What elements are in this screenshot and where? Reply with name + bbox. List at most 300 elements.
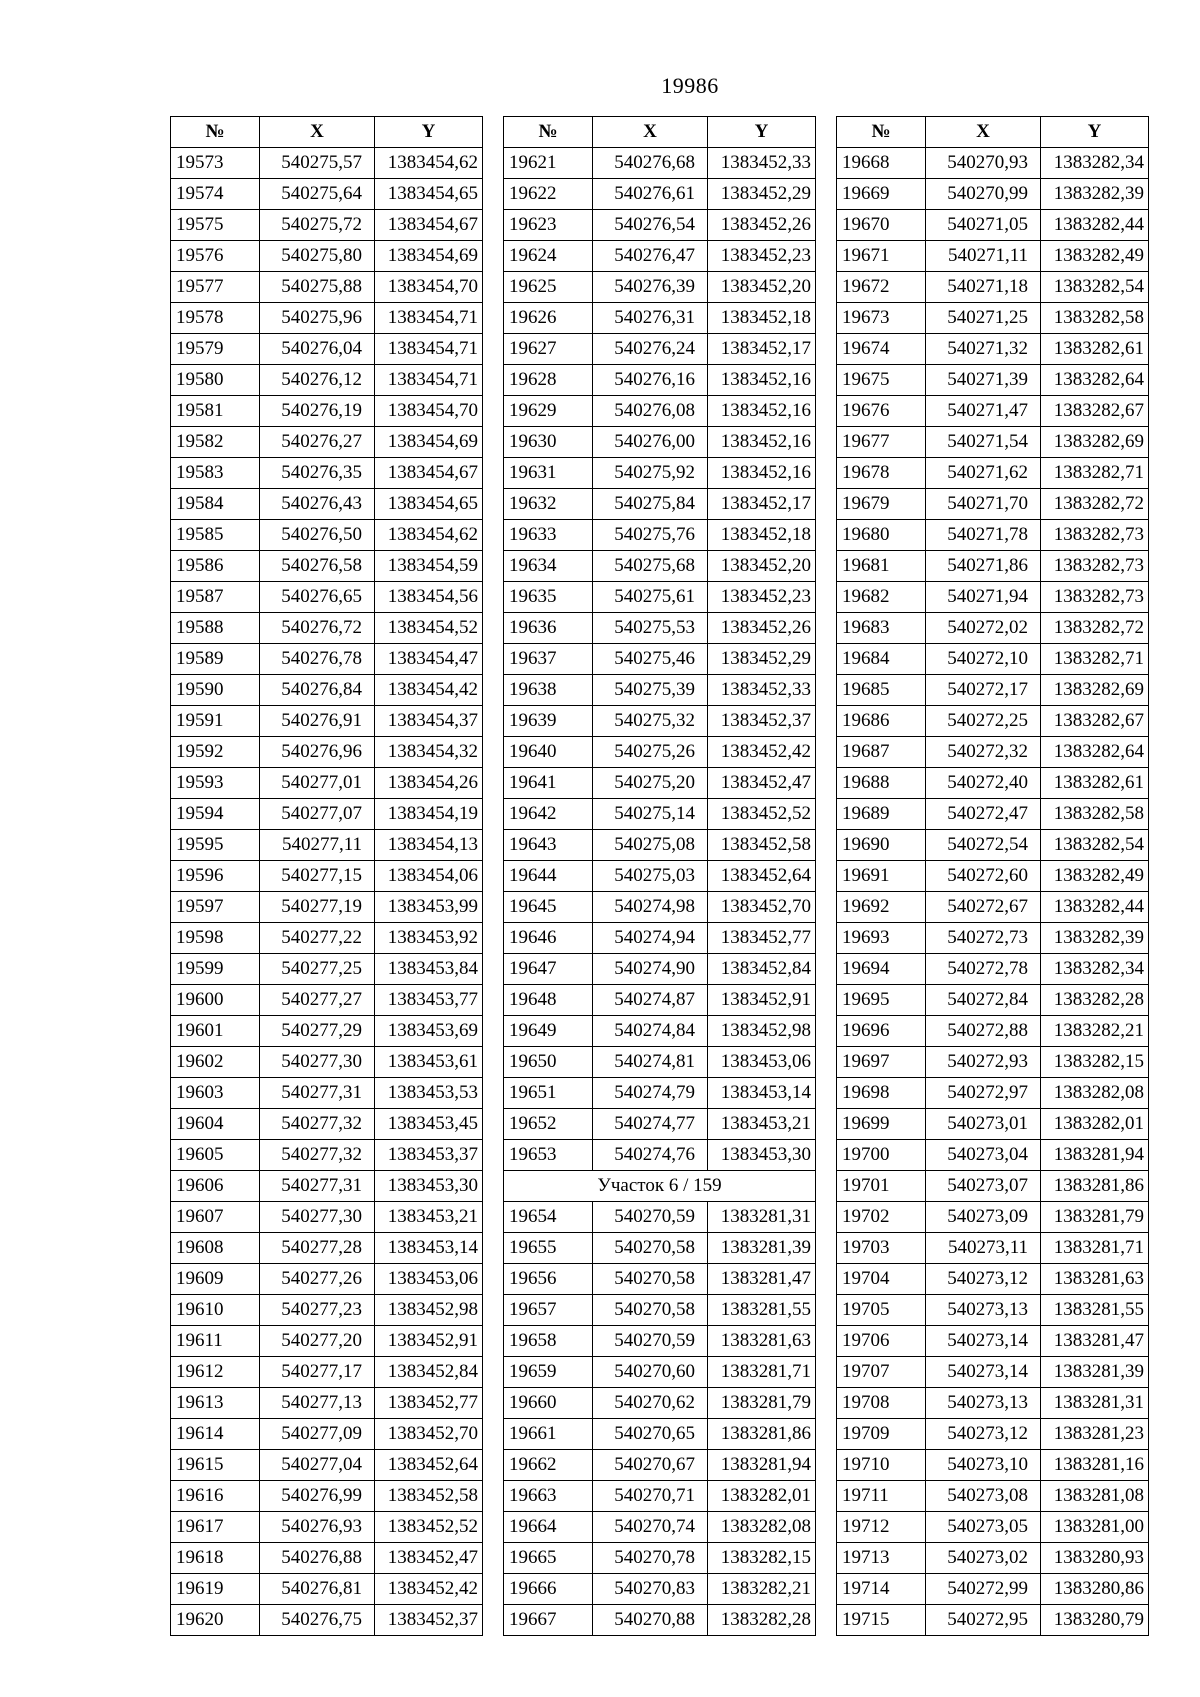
x-coordinate-cell: 540273,05 — [926, 1512, 1041, 1543]
table-row — [171, 1450, 483, 1481]
x-coordinate-cell: 540272,60 — [926, 861, 1041, 892]
table-row — [171, 303, 483, 334]
table-row — [837, 1016, 1149, 1047]
y-coordinate-cell: 1383454,26 — [375, 768, 483, 799]
table-row — [837, 427, 1149, 458]
table-row — [837, 923, 1149, 954]
y-coordinate-cell: 1383452,52 — [375, 1512, 483, 1543]
x-coordinate-cell: 540274,87 — [593, 985, 708, 1016]
y-coordinate-cell: 1383282,73 — [1041, 551, 1149, 582]
x-coordinate-cell: 540276,08 — [593, 396, 708, 427]
x-coordinate-cell: 540277,01 — [260, 768, 375, 799]
table-row — [837, 861, 1149, 892]
header-y: Y — [1041, 117, 1149, 148]
point-number-cell: 19616 — [171, 1481, 260, 1512]
y-coordinate-cell: 1383452,37 — [375, 1605, 483, 1636]
y-coordinate-cell: 1383452,64 — [375, 1450, 483, 1481]
y-coordinate-cell: 1383281,47 — [708, 1264, 816, 1295]
table-body — [837, 148, 1149, 1636]
table-row — [171, 1326, 483, 1357]
y-coordinate-cell: 1383452,47 — [375, 1543, 483, 1574]
y-coordinate-cell: 1383453,69 — [375, 1016, 483, 1047]
point-number-cell: 19653 — [504, 1140, 593, 1171]
y-coordinate-cell: 1383452,84 — [708, 954, 816, 985]
y-coordinate-cell: 1383454,65 — [375, 489, 483, 520]
x-coordinate-cell: 540277,30 — [260, 1047, 375, 1078]
y-coordinate-cell: 1383453,99 — [375, 892, 483, 923]
point-number-cell: 19680 — [837, 520, 926, 551]
point-number-cell: 19708 — [837, 1388, 926, 1419]
table-row — [171, 1140, 483, 1171]
y-coordinate-cell: 1383452,47 — [708, 768, 816, 799]
table-row — [171, 1357, 483, 1388]
point-number-cell: 19675 — [837, 365, 926, 396]
y-coordinate-cell: 1383454,71 — [375, 334, 483, 365]
table-row — [504, 1295, 816, 1326]
point-number-cell: 19593 — [171, 768, 260, 799]
point-number-cell: 19602 — [171, 1047, 260, 1078]
x-coordinate-cell: 540275,20 — [593, 768, 708, 799]
y-coordinate-cell: 1383452,58 — [375, 1481, 483, 1512]
table-row — [504, 396, 816, 427]
point-number-cell: 19576 — [171, 241, 260, 272]
point-number-cell: 19697 — [837, 1047, 926, 1078]
point-number-cell: 19682 — [837, 582, 926, 613]
table-row — [504, 644, 816, 675]
x-coordinate-cell: 540271,32 — [926, 334, 1041, 365]
x-coordinate-cell: 540270,58 — [593, 1264, 708, 1295]
x-coordinate-cell: 540277,31 — [260, 1171, 375, 1202]
y-coordinate-cell: 1383452,29 — [708, 179, 816, 210]
x-coordinate-cell: 540276,75 — [260, 1605, 375, 1636]
x-coordinate-cell: 540270,78 — [593, 1543, 708, 1574]
y-coordinate-cell: 1383282,44 — [1041, 210, 1149, 241]
table-row — [504, 1264, 816, 1295]
table-row — [171, 582, 483, 613]
x-coordinate-cell: 540276,84 — [260, 675, 375, 706]
x-coordinate-cell: 540276,04 — [260, 334, 375, 365]
y-coordinate-cell: 1383281,16 — [1041, 1450, 1149, 1481]
point-number-cell: 19580 — [171, 365, 260, 396]
y-coordinate-cell: 1383453,21 — [375, 1202, 483, 1233]
y-coordinate-cell: 1383452,16 — [708, 365, 816, 396]
x-coordinate-cell: 540270,88 — [593, 1605, 708, 1636]
table-row — [171, 737, 483, 768]
table-row — [171, 272, 483, 303]
y-coordinate-cell: 1383454,37 — [375, 706, 483, 737]
y-coordinate-cell: 1383281,63 — [1041, 1264, 1149, 1295]
table-row — [171, 1078, 483, 1109]
table-row — [504, 489, 816, 520]
x-coordinate-cell: 540272,67 — [926, 892, 1041, 923]
table-row — [837, 799, 1149, 830]
y-coordinate-cell: 1383453,92 — [375, 923, 483, 954]
point-number-cell: 19650 — [504, 1047, 593, 1078]
table-row — [504, 1233, 816, 1264]
header-number: № — [504, 117, 593, 148]
table-row — [837, 303, 1149, 334]
point-number-cell: 19603 — [171, 1078, 260, 1109]
x-coordinate-cell: 540277,25 — [260, 954, 375, 985]
x-coordinate-cell: 540271,39 — [926, 365, 1041, 396]
table-row — [171, 768, 483, 799]
table-row — [837, 985, 1149, 1016]
y-coordinate-cell: 1383454,47 — [375, 644, 483, 675]
x-coordinate-cell: 540275,32 — [593, 706, 708, 737]
y-coordinate-cell: 1383454,65 — [375, 179, 483, 210]
y-coordinate-cell: 1383452,20 — [708, 551, 816, 582]
y-coordinate-cell: 1383453,06 — [375, 1264, 483, 1295]
y-coordinate-cell: 1383454,69 — [375, 427, 483, 458]
x-coordinate-cell: 540270,62 — [593, 1388, 708, 1419]
point-number-cell: 19711 — [837, 1481, 926, 1512]
table-row — [171, 644, 483, 675]
y-coordinate-cell: 1383452,23 — [708, 582, 816, 613]
x-coordinate-cell: 540276,00 — [593, 427, 708, 458]
point-number-cell: 19695 — [837, 985, 926, 1016]
x-coordinate-cell: 540273,14 — [926, 1326, 1041, 1357]
point-number-cell: 19606 — [171, 1171, 260, 1202]
y-coordinate-cell: 1383282,49 — [1041, 241, 1149, 272]
y-coordinate-cell: 1383453,30 — [708, 1140, 816, 1171]
table-row — [504, 799, 816, 830]
y-coordinate-cell: 1383282,73 — [1041, 520, 1149, 551]
y-coordinate-cell: 1383281,31 — [1041, 1388, 1149, 1419]
table-row — [837, 892, 1149, 923]
point-number-cell: 19635 — [504, 582, 593, 613]
point-number-cell: 19704 — [837, 1264, 926, 1295]
point-number-cell: 19690 — [837, 830, 926, 861]
point-number-cell: 19573 — [171, 148, 260, 179]
table-row — [171, 334, 483, 365]
point-number-cell: 19709 — [837, 1419, 926, 1450]
y-coordinate-cell: 1383453,45 — [375, 1109, 483, 1140]
x-coordinate-cell: 540276,43 — [260, 489, 375, 520]
table-row — [171, 954, 483, 985]
y-coordinate-cell: 1383281,86 — [1041, 1171, 1149, 1202]
table-row — [171, 830, 483, 861]
point-number-cell: 19626 — [504, 303, 593, 334]
x-coordinate-cell: 540272,95 — [926, 1605, 1041, 1636]
point-number-cell: 19679 — [837, 489, 926, 520]
point-number-cell: 19659 — [504, 1357, 593, 1388]
point-number-cell: 19644 — [504, 861, 593, 892]
y-coordinate-cell: 1383454,62 — [375, 520, 483, 551]
table-row — [171, 1574, 483, 1605]
table-row — [171, 520, 483, 551]
point-number-cell: 19660 — [504, 1388, 593, 1419]
y-coordinate-cell: 1383453,30 — [375, 1171, 483, 1202]
point-number-cell: 19633 — [504, 520, 593, 551]
point-number-cell: 19693 — [837, 923, 926, 954]
point-number-cell: 19651 — [504, 1078, 593, 1109]
table-row — [171, 148, 483, 179]
x-coordinate-cell: 540277,28 — [260, 1233, 375, 1264]
x-coordinate-cell: 540277,09 — [260, 1419, 375, 1450]
table-row — [171, 396, 483, 427]
point-number-cell: 19640 — [504, 737, 593, 768]
x-coordinate-cell: 540275,64 — [260, 179, 375, 210]
table-row — [171, 427, 483, 458]
point-number-cell: 19597 — [171, 892, 260, 923]
y-coordinate-cell: 1383453,14 — [708, 1078, 816, 1109]
table-row — [837, 365, 1149, 396]
x-coordinate-cell: 540270,99 — [926, 179, 1041, 210]
y-coordinate-cell: 1383453,37 — [375, 1140, 483, 1171]
point-number-cell: 19592 — [171, 737, 260, 768]
y-coordinate-cell: 1383282,73 — [1041, 582, 1149, 613]
y-coordinate-cell: 1383454,42 — [375, 675, 483, 706]
y-coordinate-cell: 1383281,55 — [708, 1295, 816, 1326]
table-row — [504, 768, 816, 799]
point-number-cell: 19600 — [171, 985, 260, 1016]
y-coordinate-cell: 1383281,79 — [708, 1388, 816, 1419]
point-number-cell: 19638 — [504, 675, 593, 706]
table-row — [171, 489, 483, 520]
table-row — [171, 1543, 483, 1574]
table-row — [837, 210, 1149, 241]
y-coordinate-cell: 1383282,28 — [1041, 985, 1149, 1016]
table-row — [504, 1326, 816, 1357]
y-coordinate-cell: 1383281,94 — [1041, 1140, 1149, 1171]
x-coordinate-cell: 540273,04 — [926, 1140, 1041, 1171]
x-coordinate-cell: 540270,67 — [593, 1450, 708, 1481]
point-number-cell: 19669 — [837, 179, 926, 210]
section-label: Участок 6 / 159 — [504, 1171, 816, 1202]
x-coordinate-cell: 540276,91 — [260, 706, 375, 737]
point-number-cell: 19621 — [504, 148, 593, 179]
table-row — [837, 1109, 1149, 1140]
table-row — [171, 1171, 483, 1202]
table-row — [837, 1543, 1149, 1574]
x-coordinate-cell: 540271,94 — [926, 582, 1041, 613]
table-row — [837, 1264, 1149, 1295]
point-number-cell: 19662 — [504, 1450, 593, 1481]
table-row — [837, 706, 1149, 737]
x-coordinate-cell: 540274,79 — [593, 1078, 708, 1109]
table-row — [837, 737, 1149, 768]
y-coordinate-cell: 1383452,26 — [708, 210, 816, 241]
table-row — [171, 675, 483, 706]
table-row — [837, 768, 1149, 799]
point-number-cell: 19648 — [504, 985, 593, 1016]
y-coordinate-cell: 1383453,06 — [708, 1047, 816, 1078]
x-coordinate-cell: 540275,84 — [593, 489, 708, 520]
x-coordinate-cell: 540276,68 — [593, 148, 708, 179]
y-coordinate-cell: 1383454,69 — [375, 241, 483, 272]
point-number-cell: 19706 — [837, 1326, 926, 1357]
y-coordinate-cell: 1383453,21 — [708, 1109, 816, 1140]
y-coordinate-cell: 1383454,32 — [375, 737, 483, 768]
x-coordinate-cell: 540272,54 — [926, 830, 1041, 861]
point-number-cell: 19601 — [171, 1016, 260, 1047]
x-coordinate-cell: 540277,30 — [260, 1202, 375, 1233]
table-row — [504, 737, 816, 768]
point-number-cell: 19707 — [837, 1357, 926, 1388]
x-coordinate-cell: 540271,54 — [926, 427, 1041, 458]
table-row — [837, 1233, 1149, 1264]
y-coordinate-cell: 1383452,84 — [375, 1357, 483, 1388]
point-number-cell: 19688 — [837, 768, 926, 799]
x-coordinate-cell: 540276,12 — [260, 365, 375, 396]
point-number-cell: 19609 — [171, 1264, 260, 1295]
y-coordinate-cell: 1383282,28 — [708, 1605, 816, 1636]
point-number-cell: 19694 — [837, 954, 926, 985]
table-row — [171, 706, 483, 737]
y-coordinate-cell: 1383452,18 — [708, 520, 816, 551]
point-number-cell: 19681 — [837, 551, 926, 582]
x-coordinate-cell: 540270,58 — [593, 1295, 708, 1326]
y-coordinate-cell: 1383454,13 — [375, 830, 483, 861]
table-row — [504, 551, 816, 582]
point-number-cell: 19585 — [171, 520, 260, 551]
header-number: № — [171, 117, 260, 148]
point-number-cell: 19607 — [171, 1202, 260, 1233]
x-coordinate-cell: 540275,26 — [593, 737, 708, 768]
table-row — [504, 892, 816, 923]
y-coordinate-cell: 1383452,18 — [708, 303, 816, 334]
x-coordinate-cell: 540276,50 — [260, 520, 375, 551]
y-coordinate-cell: 1383280,86 — [1041, 1574, 1149, 1605]
x-coordinate-cell: 540274,98 — [593, 892, 708, 923]
point-number-cell: 19655 — [504, 1233, 593, 1264]
y-coordinate-cell: 1383282,54 — [1041, 830, 1149, 861]
x-coordinate-cell: 540273,14 — [926, 1357, 1041, 1388]
x-coordinate-cell: 540272,25 — [926, 706, 1041, 737]
y-coordinate-cell: 1383454,70 — [375, 396, 483, 427]
point-number-cell: 19667 — [504, 1605, 593, 1636]
table-row — [504, 520, 816, 551]
point-number-cell: 19631 — [504, 458, 593, 489]
y-coordinate-cell: 1383281,71 — [708, 1357, 816, 1388]
x-coordinate-cell: 540275,61 — [593, 582, 708, 613]
point-number-cell: 19615 — [171, 1450, 260, 1481]
table-body — [171, 148, 483, 1636]
section-row — [504, 1171, 816, 1202]
table-row — [171, 799, 483, 830]
y-coordinate-cell: 1383452,33 — [708, 675, 816, 706]
table-row — [837, 1605, 1149, 1636]
table-row — [837, 830, 1149, 861]
y-coordinate-cell: 1383454,71 — [375, 365, 483, 396]
point-number-cell: 19578 — [171, 303, 260, 334]
x-coordinate-cell: 540275,76 — [593, 520, 708, 551]
table-row — [504, 1016, 816, 1047]
x-coordinate-cell: 540276,65 — [260, 582, 375, 613]
point-number-cell: 19639 — [504, 706, 593, 737]
y-coordinate-cell: 1383281,08 — [1041, 1481, 1149, 1512]
x-coordinate-cell: 540277,20 — [260, 1326, 375, 1357]
y-coordinate-cell: 1383281,39 — [708, 1233, 816, 1264]
table-row — [171, 1233, 483, 1264]
table-row — [171, 892, 483, 923]
x-coordinate-cell: 540276,96 — [260, 737, 375, 768]
x-coordinate-cell: 540272,88 — [926, 1016, 1041, 1047]
y-coordinate-cell: 1383282,64 — [1041, 737, 1149, 768]
x-coordinate-cell: 540270,58 — [593, 1233, 708, 1264]
table-row — [171, 458, 483, 489]
point-number-cell: 19702 — [837, 1202, 926, 1233]
y-coordinate-cell: 1383282,34 — [1041, 954, 1149, 985]
x-coordinate-cell: 540276,16 — [593, 365, 708, 396]
y-coordinate-cell: 1383282,72 — [1041, 613, 1149, 644]
table-row — [837, 1140, 1149, 1171]
x-coordinate-cell: 540274,77 — [593, 1109, 708, 1140]
x-coordinate-cell: 540271,18 — [926, 272, 1041, 303]
point-number-cell: 19641 — [504, 768, 593, 799]
table-row — [504, 582, 816, 613]
table-header-row — [171, 117, 483, 148]
y-coordinate-cell: 1383452,33 — [708, 148, 816, 179]
y-coordinate-cell: 1383452,26 — [708, 613, 816, 644]
point-number-cell: 19699 — [837, 1109, 926, 1140]
y-coordinate-cell: 1383454,59 — [375, 551, 483, 582]
point-number-cell: 19620 — [171, 1605, 260, 1636]
x-coordinate-cell: 540271,86 — [926, 551, 1041, 582]
table-row — [504, 1543, 816, 1574]
y-coordinate-cell: 1383453,84 — [375, 954, 483, 985]
point-number-cell: 19714 — [837, 1574, 926, 1605]
y-coordinate-cell: 1383281,47 — [1041, 1326, 1149, 1357]
table-row — [837, 148, 1149, 179]
header-x: X — [593, 117, 708, 148]
y-coordinate-cell: 1383454,62 — [375, 148, 483, 179]
y-coordinate-cell: 1383452,98 — [375, 1295, 483, 1326]
x-coordinate-cell: 540276,78 — [260, 644, 375, 675]
point-number-cell: 19598 — [171, 923, 260, 954]
point-number-cell: 19583 — [171, 458, 260, 489]
x-coordinate-cell: 540275,14 — [593, 799, 708, 830]
point-number-cell: 19623 — [504, 210, 593, 241]
y-coordinate-cell: 1383452,42 — [708, 737, 816, 768]
x-coordinate-cell: 540275,03 — [593, 861, 708, 892]
table-row — [837, 1326, 1149, 1357]
y-coordinate-cell: 1383282,49 — [1041, 861, 1149, 892]
point-number-cell: 19582 — [171, 427, 260, 458]
point-number-cell: 19664 — [504, 1512, 593, 1543]
point-number-cell: 19634 — [504, 551, 593, 582]
point-number-cell: 19654 — [504, 1202, 593, 1233]
table-row — [171, 1047, 483, 1078]
y-coordinate-cell: 1383452,29 — [708, 644, 816, 675]
x-coordinate-cell: 540276,61 — [593, 179, 708, 210]
table-row — [837, 551, 1149, 582]
y-coordinate-cell: 1383282,01 — [708, 1481, 816, 1512]
x-coordinate-cell: 540277,26 — [260, 1264, 375, 1295]
point-number-cell: 19610 — [171, 1295, 260, 1326]
x-coordinate-cell: 540276,47 — [593, 241, 708, 272]
table-row — [504, 1419, 816, 1450]
point-number-cell: 19656 — [504, 1264, 593, 1295]
x-coordinate-cell: 540273,02 — [926, 1543, 1041, 1574]
table-row — [837, 396, 1149, 427]
y-coordinate-cell: 1383282,39 — [1041, 923, 1149, 954]
y-coordinate-cell: 1383281,71 — [1041, 1233, 1149, 1264]
table-row — [504, 210, 816, 241]
point-number-cell: 19715 — [837, 1605, 926, 1636]
table-row — [171, 861, 483, 892]
y-coordinate-cell: 1383282,71 — [1041, 644, 1149, 675]
y-coordinate-cell: 1383452,16 — [708, 396, 816, 427]
point-number-cell: 19611 — [171, 1326, 260, 1357]
x-coordinate-cell: 540277,23 — [260, 1295, 375, 1326]
point-number-cell: 19594 — [171, 799, 260, 830]
table-row — [171, 1295, 483, 1326]
table-body — [504, 148, 816, 1636]
table-row — [504, 706, 816, 737]
point-number-cell: 19665 — [504, 1543, 593, 1574]
table-row — [837, 458, 1149, 489]
